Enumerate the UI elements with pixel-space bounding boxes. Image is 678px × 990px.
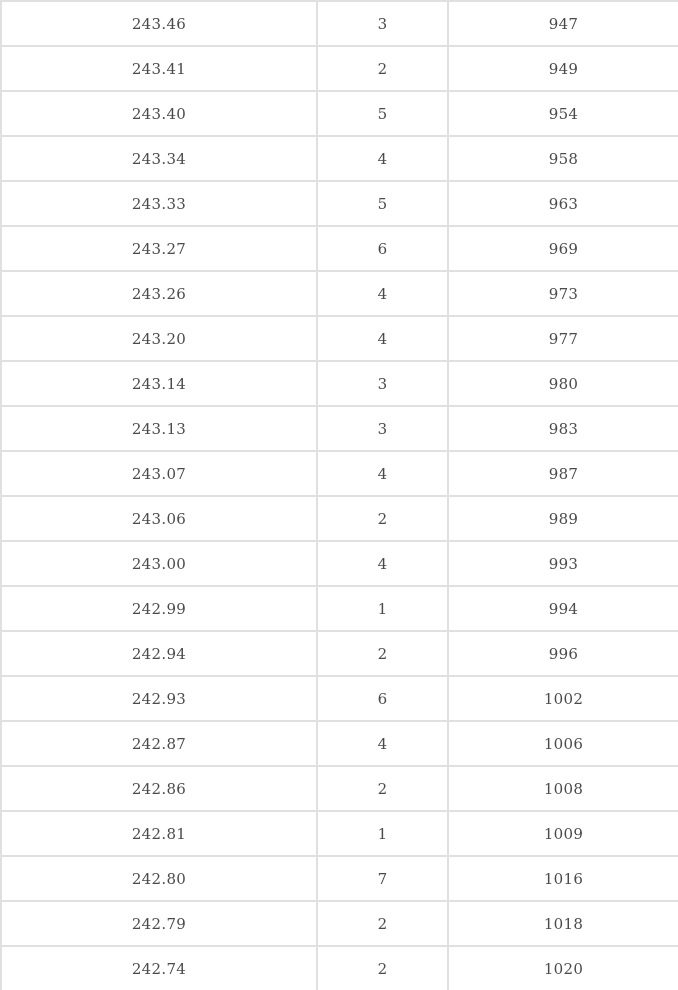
- cumulative-cell: 996: [448, 631, 678, 676]
- score-cell: 243.46: [1, 1, 317, 46]
- table-row: [1, 811, 678, 856]
- count-cell: 4: [317, 271, 448, 316]
- score-cell: 243.13: [1, 406, 317, 451]
- table-row: [1, 586, 678, 631]
- cumulative-cell: 1016: [448, 856, 678, 901]
- count-cell: 4: [317, 451, 448, 496]
- cumulative-cell: 1008: [448, 766, 678, 811]
- score-cell: 243.26: [1, 271, 317, 316]
- table-row: [1, 1, 678, 46]
- table-row: [1, 766, 678, 811]
- table-row: [1, 541, 678, 586]
- count-cell: 2: [317, 631, 448, 676]
- table-row: [1, 631, 678, 676]
- cumulative-cell: 949: [448, 46, 678, 91]
- count-cell: 6: [317, 226, 448, 271]
- score-cell: 243.34: [1, 136, 317, 181]
- table-row: [1, 856, 678, 901]
- count-cell: 2: [317, 46, 448, 91]
- cumulative-cell: 989: [448, 496, 678, 541]
- cumulative-cell: 977: [448, 316, 678, 361]
- table-row: [1, 46, 678, 91]
- cumulative-cell: 958: [448, 136, 678, 181]
- table-row: [1, 136, 678, 181]
- count-cell: 3: [317, 406, 448, 451]
- count-cell: 5: [317, 181, 448, 226]
- cumulative-cell: 954: [448, 91, 678, 136]
- score-cell: 243.06: [1, 496, 317, 541]
- score-cell: 243.14: [1, 361, 317, 406]
- table-row: [1, 226, 678, 271]
- cumulative-cell: 973: [448, 271, 678, 316]
- score-cell: 243.40: [1, 91, 317, 136]
- score-cell: 242.81: [1, 811, 317, 856]
- cumulative-cell: 963: [448, 181, 678, 226]
- count-cell: 2: [317, 901, 448, 946]
- score-cell: 243.00: [1, 541, 317, 586]
- count-cell: 4: [317, 316, 448, 361]
- cumulative-cell: 1020: [448, 946, 678, 990]
- count-cell: 1: [317, 811, 448, 856]
- table-row: [1, 946, 678, 990]
- table-row: [1, 316, 678, 361]
- cumulative-cell: 994: [448, 586, 678, 631]
- table-row: [1, 181, 678, 226]
- count-cell: 7: [317, 856, 448, 901]
- score-cell: 243.33: [1, 181, 317, 226]
- table-row: [1, 901, 678, 946]
- cumulative-cell: 987: [448, 451, 678, 496]
- cumulative-cell: 1006: [448, 721, 678, 766]
- score-cell: 242.94: [1, 631, 317, 676]
- count-cell: 4: [317, 136, 448, 181]
- cumulative-cell: 1002: [448, 676, 678, 721]
- table-row: [1, 361, 678, 406]
- cumulative-cell: 947: [448, 1, 678, 46]
- count-cell: 2: [317, 496, 448, 541]
- score-cell: 242.80: [1, 856, 317, 901]
- cumulative-cell: 993: [448, 541, 678, 586]
- cumulative-cell: 1018: [448, 901, 678, 946]
- count-cell: 2: [317, 766, 448, 811]
- count-cell: 4: [317, 541, 448, 586]
- table-row: [1, 676, 678, 721]
- table-row: [1, 406, 678, 451]
- count-cell: 6: [317, 676, 448, 721]
- score-cell: 242.93: [1, 676, 317, 721]
- score-cell: 242.74: [1, 946, 317, 990]
- cumulative-cell: 969: [448, 226, 678, 271]
- score-cell: 243.27: [1, 226, 317, 271]
- cumulative-cell: 1009: [448, 811, 678, 856]
- score-cell: 242.86: [1, 766, 317, 811]
- table-row: [1, 451, 678, 496]
- table-row: [1, 271, 678, 316]
- score-cell: 243.07: [1, 451, 317, 496]
- score-cell: 242.87: [1, 721, 317, 766]
- score-cell: 242.99: [1, 586, 317, 631]
- score-cell: 242.79: [1, 901, 317, 946]
- cumulative-cell: 980: [448, 361, 678, 406]
- score-cell: 243.20: [1, 316, 317, 361]
- count-cell: 2: [317, 946, 448, 990]
- cumulative-cell: 983: [448, 406, 678, 451]
- table-row: [1, 91, 678, 136]
- count-cell: 3: [317, 1, 448, 46]
- table-row: [1, 721, 678, 766]
- count-cell: 4: [317, 721, 448, 766]
- score-cell: 243.41: [1, 46, 317, 91]
- count-cell: 1: [317, 586, 448, 631]
- count-cell: 3: [317, 361, 448, 406]
- table-body: [1, 1, 678, 990]
- table-row: [1, 496, 678, 541]
- count-cell: 5: [317, 91, 448, 136]
